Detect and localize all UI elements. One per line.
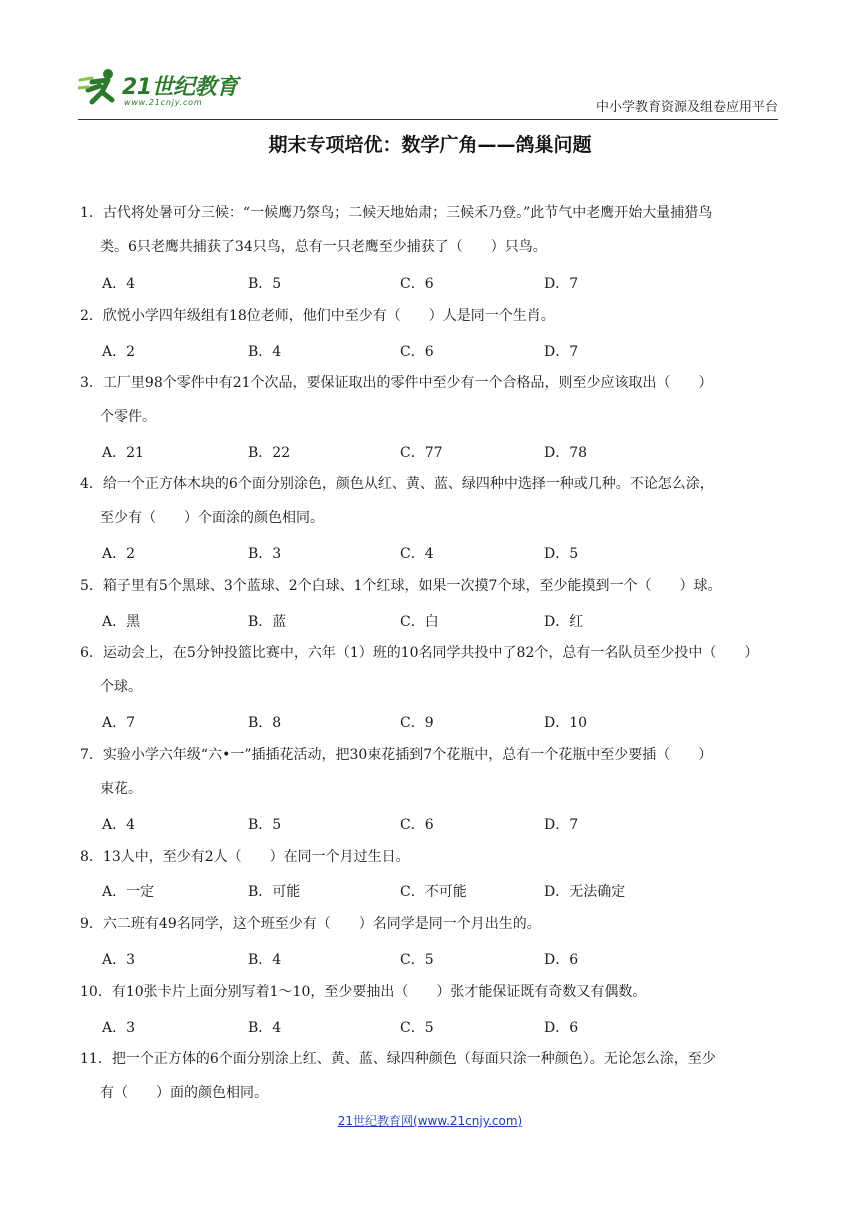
option-c: C．白 [400, 614, 439, 630]
question-text: 8．13人中，至少有2人（ ）在同一个月过生日。 [80, 849, 410, 865]
option-b: B．5 [248, 276, 282, 292]
question-11 [80, 1042, 780, 1110]
option-d: D．6 [544, 952, 579, 968]
options-row [102, 611, 762, 633]
option-a: A．4 [102, 817, 136, 833]
option-a: A．3 [102, 952, 136, 968]
footer-link[interactable]: 21世纪教育网(www.21cnjy.com) [337, 1114, 523, 1128]
page-header [78, 66, 778, 118]
option-c: C．6 [400, 344, 434, 360]
option-a: A．2 [102, 546, 136, 562]
question-text-cont: 类。6只老鹰共捕获了34只鸟，总有一只老鹰至少捕获了（ ）只鸟。 [100, 239, 547, 255]
option-b: B．4 [248, 952, 282, 968]
question-6 [80, 636, 780, 704]
option-b: B．4 [248, 344, 282, 360]
options-row [102, 814, 762, 836]
option-b: B．可能 [248, 884, 301, 900]
question-text: 11．把一个正方体的6个面分别涂上红、黄、蓝、绿四种颜色（每面只涂一种颜色）。无论怎么涂，至少 [80, 1051, 716, 1067]
option-b: B．3 [248, 546, 282, 562]
question-8 [80, 840, 780, 874]
option-d: D．红 [544, 614, 584, 630]
question-text: 6．运动会上，在5分钟投篮比赛中，六年（1）班的10名同学共投中了82个，总有一名队员至少投中（ ） [80, 645, 759, 661]
option-b: B．22 [248, 445, 291, 461]
option-c: C．6 [400, 276, 434, 292]
question-text: 1．古代将处暑可分三候：“一候鹰乃祭鸟；二候天地始肃；三候禾乃登。”此节气中老鹰开始大量捕猎鸟 [80, 205, 713, 221]
question-text: 7．实验小学六年级“六•一”插插花活动，把30束花插到7个花瓶中，总有一个花瓶中至少要插（ ） [80, 747, 713, 763]
option-c: C．4 [400, 546, 434, 562]
question-text: 4．给一个正方体木块的6个面分别涂色，颜色从红、黄、蓝、绿四种中选择一种或几种。不论怎么涂， [80, 476, 714, 492]
question-text-cont: 个零件。 [100, 409, 156, 425]
question-text: 2．欣悦小学四年级组有18位老师，他们中至少有（ ）人是同一个生肖。 [80, 308, 555, 324]
question-4 [80, 467, 780, 535]
option-c: C．5 [400, 952, 434, 968]
options-row [102, 442, 762, 464]
option-c: C．不可能 [400, 884, 467, 900]
option-c: C．77 [400, 445, 443, 461]
option-b: B．5 [248, 817, 282, 833]
option-a: A．4 [102, 276, 136, 292]
option-c: C．6 [400, 817, 434, 833]
question-text-cont: 有（ ）面的颜色相同。 [100, 1085, 268, 1101]
option-d: D．10 [544, 715, 588, 731]
option-a: A．7 [102, 715, 136, 731]
logo-url: www.21cnjy.com [124, 98, 203, 107]
option-a: A．2 [102, 344, 136, 360]
option-a: A．黑 [102, 614, 141, 630]
options-row [102, 712, 762, 734]
option-c: C．9 [400, 715, 434, 731]
question-text: 3．工厂里98个零件中有21个次品，要保证取出的零件中至少有一个合格品，则至少应该取出（ ） [80, 375, 713, 391]
logo [78, 66, 258, 116]
platform-label: 中小学教育资源及组卷应用平台 [595, 100, 778, 115]
question-text-cont: 个球。 [100, 679, 142, 695]
option-d: D．7 [544, 344, 579, 360]
options-row [102, 881, 762, 903]
header-divider [78, 119, 778, 120]
question-1 [80, 196, 780, 264]
question-text-cont: 束花。 [100, 781, 142, 797]
options-row [102, 543, 762, 565]
option-d: D．7 [544, 817, 579, 833]
option-d: D．6 [544, 1020, 579, 1036]
option-b: B．蓝 [248, 614, 287, 630]
option-b: B．4 [248, 1020, 282, 1036]
question-text: 5．箱子里有5个黑球、3个蓝球、2个白球、1个红球，如果一次摸7个球，至少能摸到一个（ ）球。 [80, 578, 722, 594]
option-b: B．8 [248, 715, 282, 731]
options-row [102, 1017, 762, 1039]
question-text-cont: 至少有（ ）个面涂的颜色相同。 [100, 510, 324, 526]
option-a: A．21 [102, 445, 144, 461]
options-row [102, 949, 762, 971]
question-9 [80, 907, 780, 941]
logo-text: 21世纪教育 [122, 75, 238, 100]
runner-icon [78, 66, 122, 110]
question-text: 9．六二班有49名同学，这个班至少有（ ）名同学是同一个月出生的。 [80, 916, 541, 932]
option-d: D．5 [544, 546, 579, 562]
question-10 [80, 975, 780, 1009]
option-a: A．3 [102, 1020, 136, 1036]
question-7 [80, 738, 780, 806]
option-d: D．78 [544, 445, 588, 461]
options-row [102, 273, 762, 295]
question-3 [80, 366, 780, 434]
options-row [102, 341, 762, 363]
page-title: 期末专项培优：数学广角——鸽巢问题 [268, 134, 592, 156]
option-a: A．一定 [102, 884, 155, 900]
option-c: C．5 [400, 1020, 434, 1036]
option-d: D．7 [544, 276, 579, 292]
option-d: D．无法确定 [544, 884, 626, 900]
question-text: 10．有10张卡片上面分别写着1～10，至少要抽出（ ）张才能保证既有奇数又有偶数。 [80, 984, 647, 1000]
question-5 [80, 569, 780, 603]
question-2 [80, 299, 780, 333]
